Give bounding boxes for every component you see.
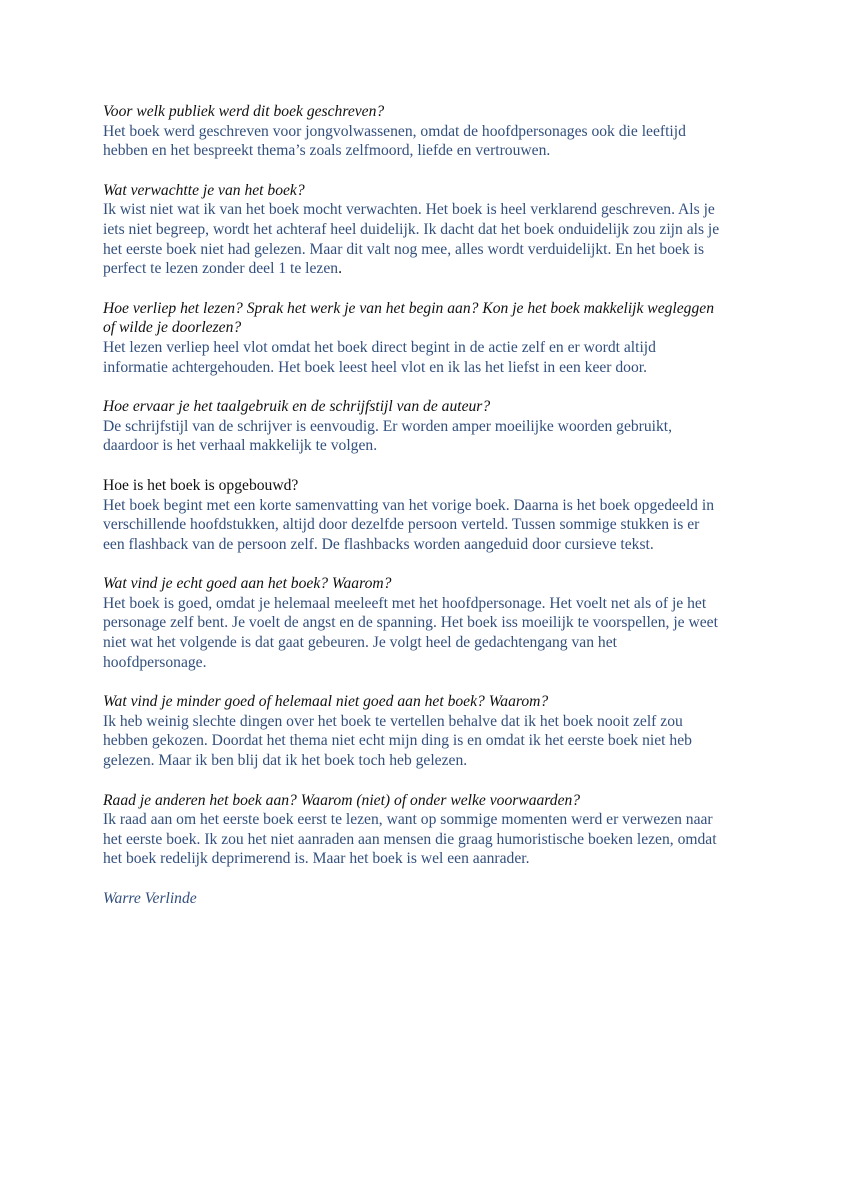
- author-signature: Warre Verlinde: [103, 890, 197, 907]
- answer-target-audience: Het boek werd geschreven voor jongvolwassenen, omdat de hoofdpersonages ook die leeftijd hebben en het bespreekt thema’s zoals zelfmoord, liefde en vertrouwen.: [103, 122, 686, 160]
- document-page: [103, 102, 723, 909]
- question-reading-experience: Hoe verliep het lezen? Sprak het werk je van het begin aan? Kon je het boek makkelijk wegleggen of wilde je doorlezen?: [103, 299, 714, 337]
- section-negatives: [103, 692, 723, 770]
- section-recommendation: [103, 791, 723, 869]
- answer-recommendation: Ik raad aan om het eerste boek eerst te lezen, want op sommige momenten werd er verwezen naar het eerste boek. Ik zou het niet aanraden aan mensen die graag humoristische boeken lezen, omdat het boek redelijk deprimerend is. Maar het boek is wel een aanrader.: [103, 811, 717, 868]
- section-reading-experience: [103, 299, 723, 377]
- question-negatives: Wat vind je minder goed of helemaal niet goed aan het boek? Waarom?: [103, 693, 549, 711]
- answer-expectations-text: Ik wist niet wat ik van het boek mocht verwachten. Het boek is heel verklarend geschreven. Als je iets niet begreep, wordt het achteraf heel duidelijk. Ik dacht dat het boek onduidelijk zou zijn als je het eerste boek niet had gelezen. Maar dit valt nog mee, alles wordt verduidelijkt. En het boek is perfect te lezen zonder deel 1 te lezen: [103, 201, 720, 278]
- question-recommendation: Raad je anderen het boek aan? Waarom (niet) of onder welke voorwaarden?: [103, 791, 581, 809]
- section-writing-style: [103, 397, 723, 456]
- question-structure: Hoe is het boek is opgebouwd?: [103, 476, 299, 494]
- question-writing-style: Hoe ervaar je het taalgebruik en de schrijfstijl van de auteur?: [103, 398, 491, 416]
- answer-negatives: Ik heb weinig slechte dingen over het boek te vertellen behalve dat ik het boek nooit zelf zou hebben gekozen. Doordat het thema niet echt mijn ding is en omdat ik het eerste boek niet heb gelezen. Maar ik ben blij dat ik het boek toch heb gelezen.: [103, 712, 692, 770]
- answer-expectations: [103, 200, 723, 278]
- answer-reading-experience: Het lezen verliep heel vlot omdat het boek direct begint in de actie zelf en er wordt altijd informatie achtergehouden. Het boek leest heel vlot en ik las het liefst in een keer door.: [103, 338, 656, 376]
- section-target-audience: [103, 102, 723, 161]
- question-positives: Wat vind je echt goed aan het boek? Waarom?: [103, 575, 392, 593]
- answer-positives: Het boek is goed, omdat je helemaal meeleeft met het hoofdpersonage. Het voelt net als of je het personage zelf bent. Je voelt de angst en de spanning. Het boek iss moeilijk te voorspellen, je weet niet wat het volgende is dat gaat gebeuren. Je volgt heel de gedachtengang van het hoofdpersonage.: [103, 594, 718, 671]
- question-target-audience: Voor welk publiek werd dit boek geschreven?: [103, 103, 385, 120]
- question-expectations: Wat verwachtte je van het boek?: [103, 181, 305, 199]
- section-positives: [103, 574, 723, 672]
- answer-expectations-end: .: [338, 260, 342, 278]
- section-expectations: [103, 181, 723, 279]
- answer-writing-style: De schrijfstijl van de schrijver is eenvoudig. Er worden amper moeilijke woorden gebruikt, daardoor is het verhaal makkelijk te volgen.: [103, 417, 673, 455]
- answer-structure: Het boek begint met een korte samenvatting van het vorige boek. Daarna is het boek opgedeeld in verschillende hoofdstukken, altijd door dezelfde persoon verteld. Tussen sommige stukken is er een flashback van de persoon zelf. De flashbacks worden aangeduid door cursieve tekst.: [103, 496, 714, 553]
- section-structure: [103, 476, 723, 554]
